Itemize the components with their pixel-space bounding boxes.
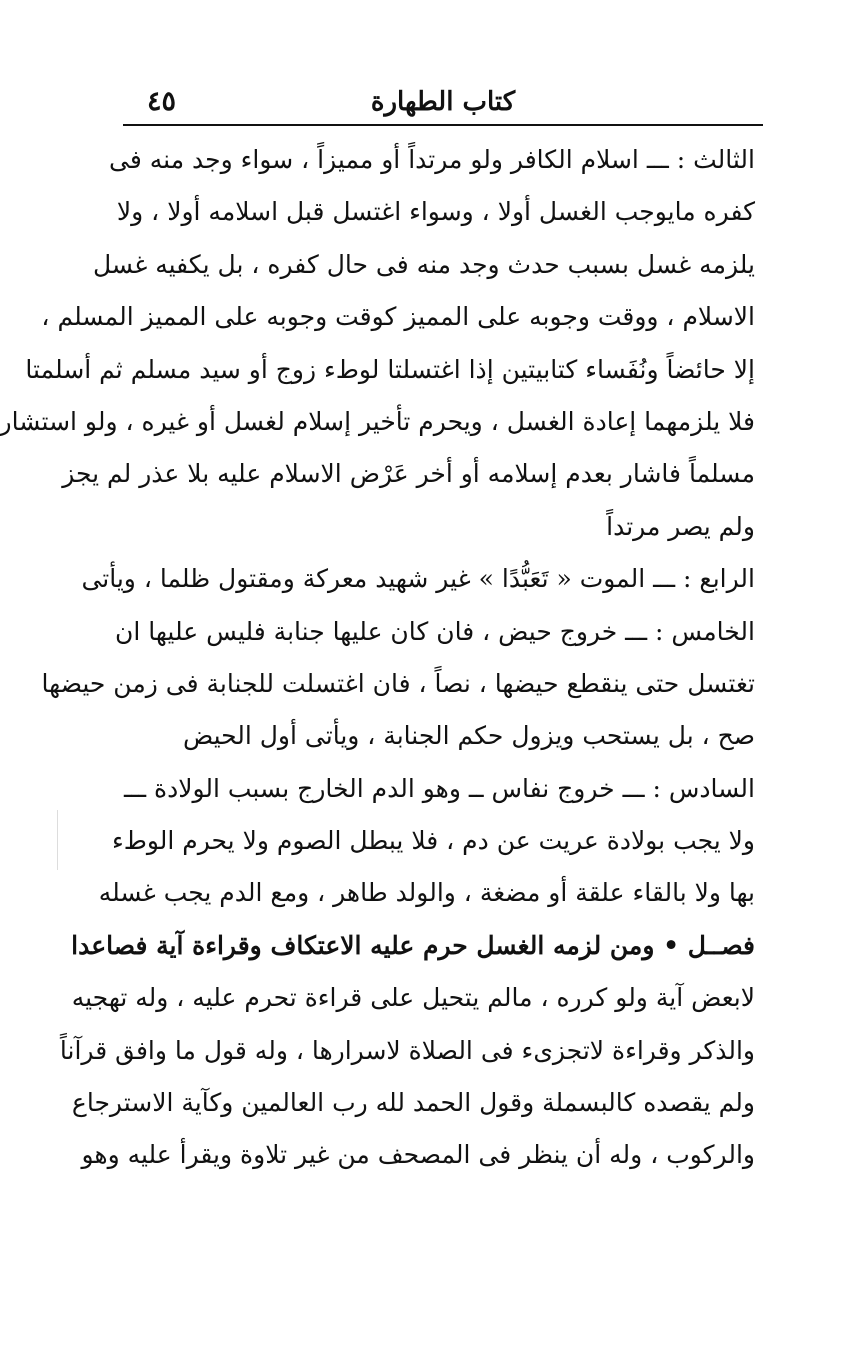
page-number: ٤٥ — [147, 86, 177, 117]
body-text — [0, 134, 755, 1182]
chapter-title: كتاب الطهارة — [370, 87, 516, 117]
text-line-13: السادس : ـــ خروج نفاس ــ وهو الدم الخارج بسبب الولادة ـــ — [124, 773, 755, 803]
scan-margin-mark — [57, 810, 58, 870]
text-line-7: مسلماً فاشار بعدم إسلامه أو أخر عَرْض الاسلام عليه بلا عذر لم يجز — [62, 459, 755, 489]
text-line-14: ولا يجب بولادة عريت عن دم ، فلا يبطل الصوم ولا يحرم الوطء — [111, 826, 755, 856]
text-line-1: الثالث : ـــ اسلام الكافر ولو مرتداً أو مميزاً ، سواء وجد منه فى — [109, 145, 755, 174]
text-line-10: الخامس : ـــ خروج حيض ، فان كان عليها جنابة فليس عليها ان — [115, 616, 755, 646]
text-line-3: يلزمه غسل بسبب حدث وجد منه فى حال كفره ، بل يكفيه غسل — [92, 249, 755, 279]
text-line-11: تغتسل حتى ينقطع حيضها ، نصاً ، فان اغتسلت للجنابة فى زمن حيضها — [41, 668, 755, 698]
text-line-6: فلا يلزمهما إعادة الغسل ، ويحرم تأخير إسلام لغسل أو غيره ، ولو استشار — [0, 406, 755, 436]
running-header — [123, 78, 763, 122]
text-line-8: ولم يصر مرتداً — [606, 511, 755, 541]
text-line-4: الاسلام ، ووقت وجوبه على المميز كوقت وجوبه على المميز المسلم ، — [41, 302, 755, 332]
text-line-17: لابعض آية ولو كرره ، مالم يتحيل على قراءة تحرم عليه ، وله تهجيه — [71, 983, 755, 1013]
text-line-15: بها ولا بالقاء علقة أو مضغة ، والولد طاهر ، ومع الدم يجب غسله — [98, 878, 755, 908]
text-line-20: والركوب ، وله أن ينظر فى المصحف من غير تلاوة ويقرأ عليه وهو — [81, 1140, 755, 1170]
text-line-2: كفره مايوجب الغسل أولا ، وسواء اغتسل قبل اسلامه أولا ، ولا — [116, 197, 755, 227]
text-line-5: إلا حائضاً ونُفَساء كتابيتين إذا اغتسلتا لوطء زوج أو سيد مسلم ثم أسلمتا — [25, 354, 755, 384]
text-line-18: والذكر وقراءة لاتجزىء فى الصلاة لاسرارها ، وله قول ما وافق قرآناً — [59, 1035, 755, 1065]
header-divider — [123, 124, 763, 126]
text-line-9: الرابع : ـــ الموت « تَعَبُّدًا » غير شهيد معركة ومقتول ظلما ، ويأتى — [81, 564, 755, 594]
section-heading-line: فصــل • ومن لزمه الغسل حرم عليه الاعتكاف وقراءة آية فصاعدا — [71, 930, 755, 960]
text-line-19: ولم يقصده كالبسملة وقول الحمد لله رب العالمين وكآية الاسترجاع — [71, 1088, 755, 1118]
text-line-12: صح ، بل يستحب ويزول حكم الجنابة ، ويأتى أول الحيض — [182, 721, 755, 751]
